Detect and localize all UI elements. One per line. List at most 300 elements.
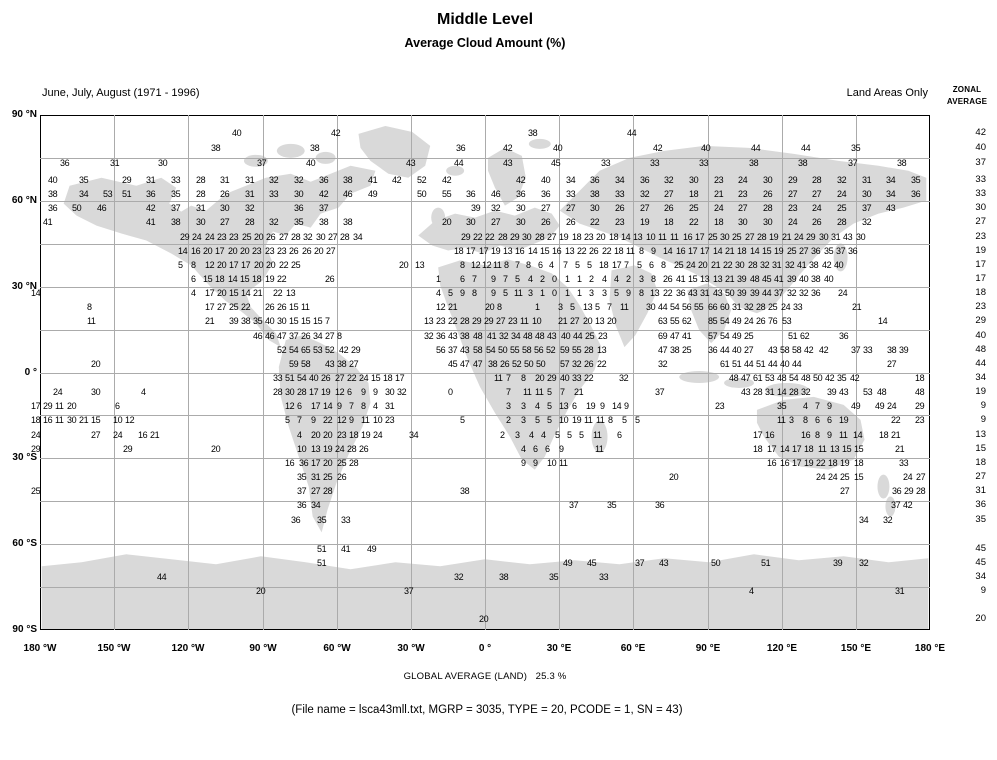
cloud-value: 47 xyxy=(670,331,680,341)
cloud-value: 48 xyxy=(777,373,787,383)
cloud-value: 22 xyxy=(277,274,287,284)
cloud-value: 32 xyxy=(801,387,811,397)
cloud-value: 35 xyxy=(79,175,89,185)
zonal-average-header-line2: AVERAGE xyxy=(946,97,988,106)
cloud-value: 32 xyxy=(424,331,434,341)
cloud-value: 17 xyxy=(311,401,321,411)
cloud-value: 32 xyxy=(837,175,847,185)
cloud-value: 39 xyxy=(827,387,837,397)
cloud-value: 38 xyxy=(749,158,759,168)
cloud-value: 12 xyxy=(337,415,347,425)
cloud-value: 32 xyxy=(499,331,509,341)
cloud-value: 5 xyxy=(637,260,642,270)
zonal-average-value: 23 xyxy=(975,301,986,312)
cloud-value: 41 xyxy=(487,331,497,341)
cloud-value: 4 xyxy=(141,387,146,397)
cloud-value: 29 xyxy=(31,444,41,454)
cloud-value: 46 xyxy=(97,203,107,213)
cloud-value: 33 xyxy=(599,572,609,582)
cloud-value: 24 xyxy=(192,232,202,242)
cloud-value: 13 xyxy=(713,274,723,284)
cloud-value: 19 xyxy=(572,415,582,425)
cloud-value: 15 xyxy=(229,288,239,298)
cloud-value: 9 xyxy=(491,288,496,298)
cloud-value: 29 xyxy=(43,401,53,411)
cloud-value: 9 xyxy=(491,274,496,284)
gridline-horizontal xyxy=(40,201,930,202)
cloud-value: 28 xyxy=(837,217,847,227)
cloud-value: 28 xyxy=(916,486,926,496)
cloud-value: 44 xyxy=(762,288,772,298)
cloud-value: 9 xyxy=(373,387,378,397)
cloud-value: 29 xyxy=(351,345,361,355)
lon-tick-label: 120 °E xyxy=(766,643,798,654)
cloud-value: 37 xyxy=(891,500,901,510)
gridline-horizontal xyxy=(40,287,930,288)
cloud-value: 20 xyxy=(323,458,333,468)
cloud-value: 44 xyxy=(801,143,811,153)
cloud-value: 9 xyxy=(311,415,316,425)
cloud-value: 6 xyxy=(347,387,352,397)
cloud-value: 18 xyxy=(804,444,814,454)
cloud-value: 54 xyxy=(670,302,680,312)
cloud-value: 50 xyxy=(498,345,508,355)
cloud-value: 33 xyxy=(899,458,909,468)
cloud-value: 30 xyxy=(220,203,230,213)
cloud-value: 20 xyxy=(217,288,227,298)
lat-tick-label: 90 °S xyxy=(12,624,37,635)
cloud-value: 19 xyxy=(640,217,650,227)
cloud-value: 13 xyxy=(597,345,607,355)
zonal-average-value: 36 xyxy=(975,499,986,510)
cloud-value: 42 xyxy=(653,143,663,153)
cloud-value: 44 xyxy=(658,302,668,312)
cloud-value: 5 xyxy=(448,288,453,298)
cloud-value: 30 xyxy=(294,189,304,199)
zonal-average-value: 19 xyxy=(975,245,986,256)
cloud-value: 51 xyxy=(285,373,295,383)
cloud-value: 38 xyxy=(171,217,181,227)
cloud-value: 26 xyxy=(541,217,551,227)
lon-tick-label: 90 °W xyxy=(249,643,277,654)
cloud-value: 27 xyxy=(738,203,748,213)
cloud-value: 21 xyxy=(448,302,458,312)
cloud-value: 26 xyxy=(664,203,674,213)
cloud-value: 30 xyxy=(720,232,730,242)
cloud-value: 4 xyxy=(602,274,607,284)
cloud-value: 5 xyxy=(547,401,552,411)
cloud-value: 36 xyxy=(839,331,849,341)
cloud-value: 37 xyxy=(448,345,458,355)
cloud-value: 26 xyxy=(663,274,673,284)
cloud-value: 43 xyxy=(448,331,458,341)
cloud-value: 3 xyxy=(515,430,520,440)
cloud-value: 21 xyxy=(150,430,160,440)
cloud-value: 30 xyxy=(522,232,532,242)
cloud-value: 17 xyxy=(479,246,489,256)
cloud-value: 18 xyxy=(689,189,699,199)
zonal-average-value: 18 xyxy=(975,287,986,298)
cloud-value: 22 xyxy=(663,288,673,298)
cloud-value: 7 xyxy=(349,401,354,411)
cloud-value: 6 xyxy=(297,401,302,411)
cloud-value: 42 xyxy=(819,345,829,355)
cloud-value: 15 xyxy=(313,316,323,326)
cloud-value: 34 xyxy=(79,189,89,199)
cloud-value: 17 xyxy=(311,458,321,468)
cloud-value: 19 xyxy=(361,430,371,440)
cloud-value: 45 xyxy=(587,558,597,568)
cloud-value: 11 xyxy=(361,415,370,425)
cloud-value: 31 xyxy=(765,387,775,397)
cloud-value: 37 xyxy=(774,288,784,298)
cloud-value: 22 xyxy=(473,232,483,242)
cloud-value: 17 xyxy=(700,246,710,256)
cloud-value: 52 xyxy=(325,345,335,355)
cloud-value: 66 xyxy=(708,302,718,312)
cloud-value: 42 xyxy=(903,500,913,510)
cloud-value: 31 xyxy=(220,175,230,185)
cloud-value: 28 xyxy=(347,444,357,454)
cloud-value: 16 xyxy=(801,430,811,440)
cloud-value: 1 xyxy=(577,288,582,298)
gridline-horizontal xyxy=(40,587,930,588)
cloud-value: 33 xyxy=(572,373,582,383)
cloud-value: 8 xyxy=(504,260,509,270)
cloud-value: 30 xyxy=(277,316,287,326)
cloud-value: 50 xyxy=(711,558,721,568)
cloud-value: 27 xyxy=(325,331,335,341)
cloud-value: 43 xyxy=(460,345,470,355)
cloud-value: 0 xyxy=(448,387,453,397)
cloud-value: 22 xyxy=(577,246,587,256)
cloud-value: 5 xyxy=(285,415,290,425)
cloud-value: 2 xyxy=(589,274,594,284)
cloud-value: 24 xyxy=(714,203,724,213)
cloud-value: 6 xyxy=(649,260,654,270)
cloud-value: 32 xyxy=(664,175,674,185)
cloud-value: 7 xyxy=(506,373,511,383)
cloud-value: 54 xyxy=(297,373,307,383)
cloud-value: 42 xyxy=(146,203,156,213)
cloud-value: 31 xyxy=(196,203,206,213)
cloud-value: 17 xyxy=(309,387,319,397)
cloud-value: 42 xyxy=(442,175,452,185)
cloud-value: 40 xyxy=(232,128,242,138)
cloud-value: 15 xyxy=(842,444,852,454)
cloud-value: 15 xyxy=(762,246,772,256)
cloud-value: 40 xyxy=(561,331,571,341)
cloud-value: 37 xyxy=(836,246,846,256)
cloud-value: 18 xyxy=(664,217,674,227)
cloud-value: 27 xyxy=(491,217,501,227)
cloud-value: 21 xyxy=(205,316,215,326)
cloud-value: 1 xyxy=(436,274,441,284)
cloud-value: 45 xyxy=(448,359,458,369)
cloud-value: 35 xyxy=(253,316,263,326)
cloud-value: 54 xyxy=(486,345,496,355)
cloud-value: 35 xyxy=(824,246,834,256)
cloud-value: 40 xyxy=(824,274,834,284)
cloud-value: 30 xyxy=(735,260,745,270)
cloud-value: 43 xyxy=(547,331,557,341)
cloud-value: 28 xyxy=(789,387,799,397)
cloud-value: 5 xyxy=(595,302,600,312)
cloud-value: 18 xyxy=(383,373,393,383)
cloud-value: 17 xyxy=(31,401,41,411)
cloud-value: 15 xyxy=(301,316,311,326)
cloud-value: 7 xyxy=(607,302,612,312)
lat-tick-label: 30 °N xyxy=(11,281,37,292)
cloud-value: 2 xyxy=(540,274,545,284)
cloud-value: 7 xyxy=(563,260,568,270)
cloud-value: 37 xyxy=(297,486,307,496)
cloud-value: 8 xyxy=(651,274,656,284)
cloud-value: 23 xyxy=(436,316,446,326)
cloud-value: 13 xyxy=(503,246,513,256)
cloud-value: 7 xyxy=(503,274,508,284)
cloud-value: 32 xyxy=(640,189,650,199)
cloud-value: 41 xyxy=(368,175,378,185)
cloud-value: 26 xyxy=(589,246,599,256)
cloud-value: 36 xyxy=(299,458,309,468)
cloud-value: 32 xyxy=(397,387,407,397)
cloud-value: 50 xyxy=(813,373,823,383)
cloud-value: 7 xyxy=(560,387,565,397)
cloud-value: 29 xyxy=(472,316,482,326)
cloud-value: 35 xyxy=(297,472,307,482)
lon-tick-label: 150 °E xyxy=(840,643,872,654)
cloud-value: 42 xyxy=(825,373,835,383)
cloud-value: 4 xyxy=(436,288,441,298)
cloud-value: 31 xyxy=(772,260,782,270)
cloud-value: 15 xyxy=(371,373,381,383)
cloud-value: 0 xyxy=(552,274,557,284)
cloud-value: 38 xyxy=(310,143,320,153)
cloud-value: 24 xyxy=(373,430,383,440)
zonal-average-value: 33 xyxy=(975,174,986,185)
cloud-value: 8 xyxy=(472,288,477,298)
cloud-value: 5 xyxy=(555,430,560,440)
cloud-value: 42 xyxy=(339,345,349,355)
cloud-value: 37 xyxy=(404,586,414,596)
cloud-value: 15 xyxy=(289,302,299,312)
cloud-value: 18 xyxy=(614,246,624,256)
cloud-value: 28 xyxy=(273,387,283,397)
zonal-average-value: 18 xyxy=(975,457,986,468)
cloud-value: 14 xyxy=(750,246,760,256)
cloud-value: 10 xyxy=(297,444,307,454)
cloud-value: 19 xyxy=(321,387,331,397)
cloud-value: 19 xyxy=(586,401,596,411)
lon-tick-label: 60 °E xyxy=(620,643,646,654)
gridline-horizontal xyxy=(40,415,930,416)
cloud-value: 24 xyxy=(738,175,748,185)
cloud-value: 28 xyxy=(297,387,307,397)
cloud-value: 36 xyxy=(456,143,466,153)
zonal-average-value: 13 xyxy=(975,429,986,440)
cloud-value: 34 xyxy=(511,331,521,341)
cloud-value: 35 xyxy=(294,217,304,227)
cloud-value: 50 xyxy=(725,288,735,298)
cloud-value: 24 xyxy=(838,288,848,298)
cloud-value: 38 xyxy=(460,331,470,341)
cloud-value: 32 xyxy=(744,302,754,312)
cloud-value: 6 xyxy=(545,444,550,454)
cloud-value: 33 xyxy=(601,158,611,168)
cloud-value: 30 xyxy=(196,217,206,227)
cloud-value: 28 xyxy=(340,232,350,242)
cloud-value: 53 xyxy=(103,189,113,199)
cloud-value: 33 xyxy=(863,345,873,355)
cloud-value: 9 xyxy=(626,288,631,298)
cloud-value: 18 xyxy=(854,458,864,468)
cloud-value: 17 xyxy=(792,458,802,468)
cloud-value: 1 xyxy=(540,288,545,298)
cloud-value: 20 xyxy=(698,260,708,270)
cloud-value: 44 xyxy=(744,359,754,369)
cloud-value: 63 xyxy=(658,316,668,326)
cloud-value: 34 xyxy=(353,232,363,242)
cloud-value: 15 xyxy=(91,415,101,425)
cloud-value: 58 xyxy=(473,345,483,355)
cloud-value: 56 xyxy=(682,302,692,312)
cloud-value: 17 xyxy=(695,232,705,242)
cloud-value: 30 xyxy=(316,232,326,242)
cloud-value: 23 xyxy=(277,246,287,256)
cloud-value: 20 xyxy=(240,246,250,256)
cloud-value: 22 xyxy=(597,359,607,369)
cloud-value: 22 xyxy=(602,246,612,256)
cloud-value: 5 xyxy=(547,415,552,425)
cloud-value: 18 xyxy=(915,373,925,383)
cloud-value: 25 xyxy=(229,302,239,312)
cloud-value: 25 xyxy=(689,203,699,213)
cloud-value: 23 xyxy=(714,175,724,185)
cloud-value: 20 xyxy=(669,472,679,482)
cloud-value: 24 xyxy=(113,430,123,440)
cloud-value: 34 xyxy=(615,175,625,185)
cloud-value: 3 xyxy=(789,415,794,425)
cloud-value: 61 xyxy=(720,359,730,369)
cloud-value: 19 xyxy=(774,246,784,256)
cloud-value: 6 xyxy=(617,430,622,440)
cloud-value: 41 xyxy=(146,217,156,227)
cloud-value: 16 xyxy=(780,458,790,468)
cloud-value: 32 xyxy=(572,359,582,369)
cloud-value: 58 xyxy=(522,345,532,355)
cloud-value: 39 xyxy=(471,203,481,213)
cloud-value: 30 xyxy=(466,217,476,227)
cloud-value: 50 xyxy=(417,189,427,199)
cloud-value: 26 xyxy=(500,359,510,369)
cloud-value: 30 xyxy=(763,217,773,227)
zonal-average-value: 27 xyxy=(975,471,986,482)
cloud-value: 27 xyxy=(91,430,101,440)
cloud-value: 69 xyxy=(658,331,668,341)
cloud-value: 59 xyxy=(560,345,570,355)
cloud-value: 27 xyxy=(335,373,345,383)
cloud-value: 9 xyxy=(337,401,342,411)
cloud-value: 48 xyxy=(523,331,533,341)
cloud-value: 11 xyxy=(535,387,544,397)
cloud-value: 33 xyxy=(566,189,576,199)
cloud-value: 29 xyxy=(915,401,925,411)
cloud-value: 26 xyxy=(584,359,594,369)
cloud-value: 33 xyxy=(273,373,283,383)
cloud-value: 41 xyxy=(43,217,53,227)
cloud-value: 40 xyxy=(780,359,790,369)
cloud-value: 9 xyxy=(600,401,605,411)
cloud-value: 16 xyxy=(676,246,686,256)
cloud-value: 37 xyxy=(171,203,181,213)
cloud-value: 36 xyxy=(48,203,58,213)
cloud-value: 41 xyxy=(797,260,807,270)
lon-tick-label: 0 ° xyxy=(478,643,492,654)
cloud-value: 18 xyxy=(572,232,582,242)
cloud-value: 36 xyxy=(60,158,70,168)
cloud-value: 44 xyxy=(454,158,464,168)
cloud-value: 49 xyxy=(563,558,573,568)
cloud-value: 29 xyxy=(788,175,798,185)
cloud-value: 36 xyxy=(516,189,526,199)
cloud-value: 34 xyxy=(409,430,419,440)
cloud-value: 18 xyxy=(215,274,225,284)
cloud-value: 36 xyxy=(892,486,902,496)
cloud-value: 47 xyxy=(658,345,668,355)
cloud-value: 33 xyxy=(650,158,660,168)
cloud-value: 48 xyxy=(915,387,925,397)
cloud-value: 47 xyxy=(473,359,483,369)
cloud-value: 11 xyxy=(658,232,667,242)
cloud-value: 43 xyxy=(839,387,849,397)
cloud-value: 52 xyxy=(512,359,522,369)
cloud-value: 16 xyxy=(767,458,777,468)
cloud-value: 36 xyxy=(811,246,821,256)
cloud-value: 38 xyxy=(337,359,347,369)
cloud-value: 24 xyxy=(335,444,345,454)
cloud-value: 39 xyxy=(833,558,843,568)
cloud-value: 47 xyxy=(741,373,751,383)
cloud-value: 40 xyxy=(265,316,275,326)
cloud-value: 14 xyxy=(780,444,790,454)
cloud-value: 53 xyxy=(863,387,873,397)
cloud-value: 20 xyxy=(91,359,101,369)
cloud-value: 4 xyxy=(297,430,302,440)
cloud-value: 42 xyxy=(319,189,329,199)
cloud-value: 50 xyxy=(524,359,534,369)
cloud-value: 21 xyxy=(253,288,263,298)
cloud-value: 26 xyxy=(812,217,822,227)
cloud-value: 17 xyxy=(792,444,802,454)
cloud-value: 13 xyxy=(286,288,296,298)
cloud-value: 40 xyxy=(553,143,563,153)
cloud-value: 17 xyxy=(612,260,622,270)
cloud-value: 28 xyxy=(812,175,822,185)
cloud-value: 46 xyxy=(253,331,263,341)
cloud-value: 1 xyxy=(535,302,540,312)
cloud-value: 42 xyxy=(804,345,814,355)
cloud-value: 48 xyxy=(877,387,887,397)
cloud-value: 27 xyxy=(496,316,506,326)
cloud-value: 28 xyxy=(757,232,767,242)
cloud-value: 43 xyxy=(688,288,698,298)
cloud-value: 38 xyxy=(460,486,470,496)
cloud-value: 13 xyxy=(583,302,593,312)
cloud-value: 49 xyxy=(875,401,885,411)
cloud-value: 38 xyxy=(343,217,353,227)
cloud-value: 33 xyxy=(341,515,351,525)
